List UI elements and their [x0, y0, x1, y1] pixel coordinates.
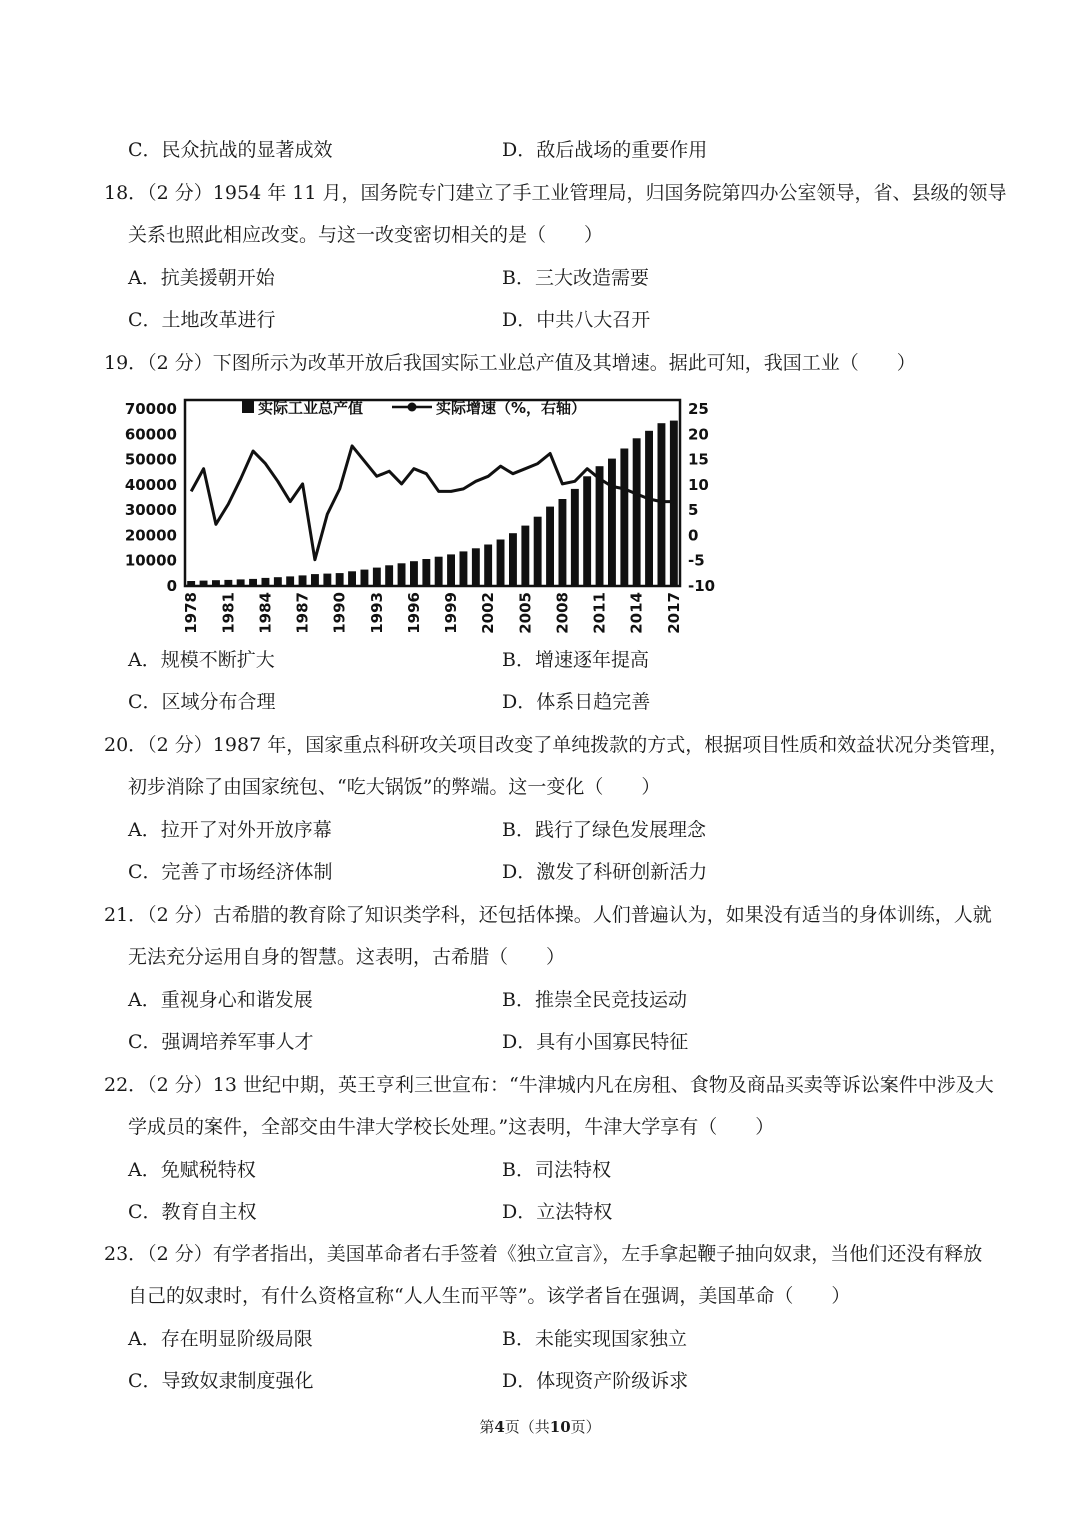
output-bar-1986 — [286, 576, 294, 585]
q19-option-d: D．体系日趋完善 — [502, 691, 651, 713]
q20-option-c: C．完善了市场经济体制 — [128, 861, 333, 883]
q17-option-c: C．民众抗战的显著成效 — [128, 139, 333, 161]
output-bar-1992 — [361, 570, 369, 585]
q20-option-a: A．拉开了对外开放序幕 — [128, 819, 332, 841]
x-tick-label: 1990 — [330, 592, 349, 634]
output-bar-2008 — [559, 499, 567, 585]
output-bar-1987 — [299, 575, 307, 585]
footer-suffix: 页） — [570, 1418, 601, 1436]
q23-option-b: B．未能实现国家独立 — [502, 1328, 687, 1350]
q22-stem-line1: 22．（2 分）13 世纪中期，英王亨利三世宣布：“牛津城内凡在房租、食物及商品买卖等诉讼案件中涉及大 — [104, 1074, 994, 1096]
q21-stem-line1: 21．（2 分）古希腊的教育除了知识类学科，还包括体操。人们普遍认为，如果没有适当的身体训练，人就 — [104, 904, 992, 926]
q22-option-a: A．免赋税特权 — [128, 1159, 256, 1181]
output-bar-2011 — [596, 466, 604, 585]
q22-stem-line2: 学成员的案件，全部交由牛津大学校长处理。”这表明，牛津大学享有（ ） — [128, 1116, 775, 1138]
x-tick-label: 2005 — [516, 592, 535, 634]
output-bar-1984 — [262, 578, 270, 585]
q22-option-c: C．教育自主权 — [128, 1201, 257, 1223]
output-bar-2015 — [645, 431, 653, 585]
y-right-tick-label: -5 — [688, 551, 705, 570]
y-left-tick-label: 10000 — [124, 551, 177, 570]
output-bar-1989 — [323, 574, 331, 585]
chart-legend — [242, 399, 586, 418]
output-bar-2006 — [534, 517, 542, 585]
q23-option-c: C．导致奴隶制度强化 — [128, 1370, 314, 1392]
output-bar-1983 — [249, 579, 257, 585]
industry-output-chart — [120, 388, 720, 640]
output-bar-2009 — [571, 489, 579, 585]
y-right-tick-label: 10 — [688, 475, 709, 494]
output-bar-1990 — [336, 573, 344, 585]
output-bar-2001 — [472, 548, 480, 585]
q22-option-d: D．立法特权 — [502, 1201, 613, 1223]
output-bar-2007 — [546, 507, 554, 585]
output-bar-1996 — [410, 561, 418, 585]
output-bar-2012 — [608, 459, 616, 585]
footer-prefix: 第 — [479, 1418, 495, 1436]
q21-option-b: B．推崇全民竞技运动 — [502, 989, 687, 1011]
q18-stem-line1: 18．（2 分）1954 年 11 月，国务院专门建立了手工业管理局，归国务院第四办公室领导，省、县级的领导 — [104, 182, 1007, 204]
footer-total-pages: 10 — [549, 1418, 571, 1436]
y-right-tick-label: 15 — [688, 450, 709, 469]
q19-option-c: C．区域分布合理 — [128, 691, 276, 713]
y-left-tick-label: 70000 — [124, 400, 177, 418]
q21-option-c: C．强调培养军事人才 — [128, 1031, 314, 1053]
output-bar-1979 — [200, 581, 208, 585]
plot-frame — [185, 400, 680, 586]
output-bar-2003 — [497, 540, 505, 586]
q18-option-a: A．抗美援朝开始 — [128, 267, 275, 289]
footer-mid: 页（共 — [504, 1418, 550, 1436]
output-bar-2013 — [620, 449, 628, 586]
y-left-tick-label: 30000 — [124, 501, 177, 520]
q18-option-c: C．土地改革进行 — [128, 309, 276, 331]
q21-stem-line2: 无法充分运用自身的智慧。这表明，古希腊（ ） — [128, 946, 566, 968]
y-left-tick-label: 40000 — [124, 475, 177, 494]
x-tick-label: 1981 — [219, 592, 238, 634]
output-bar-1985 — [274, 577, 282, 585]
q20-stem-line1: 20．（2 分）1987 年，国家重点科研攻关项目改变了单纯拨款的方式，根据项目性质和效益状况分类管理， — [104, 734, 1009, 756]
output-bar-2014 — [633, 438, 641, 585]
output-bar-2016 — [658, 423, 666, 585]
output-bar-1981 — [224, 580, 232, 585]
y-left-tick-label: 60000 — [124, 425, 177, 444]
x-tick-label: 1978 — [182, 592, 201, 634]
x-tick-label: 2014 — [627, 592, 646, 634]
legend-bar-swatch — [242, 401, 254, 413]
x-tick-label: 1996 — [404, 592, 423, 634]
output-bar-1993 — [373, 568, 381, 585]
output-bar-2005 — [521, 526, 529, 585]
q19-option-b: B．增速逐年提高 — [502, 649, 649, 671]
y-right-tick-label: 5 — [688, 501, 699, 520]
output-bar-1997 — [422, 559, 430, 585]
q19-stem-line1: 19．（2 分）下图所示为改革开放后我国实际工业总产值及其增速。据此可知，我国工业（ ） — [104, 352, 916, 374]
output-bar-1988 — [311, 574, 319, 585]
x-tick-label: 2002 — [479, 592, 498, 634]
q22-option-b: B．司法特权 — [502, 1159, 611, 1181]
output-bar-2004 — [509, 533, 517, 585]
q23-option-d: D．体现资产阶级诉求 — [502, 1370, 689, 1392]
output-bar-1982 — [237, 579, 245, 585]
footer-page-number: 4 — [494, 1418, 505, 1436]
q23-stem-line1: 23．（2 分）有学者指出，美国革命者右手签着《独立宣言》，左手拿起鞭子抽向奴隶，当他们还没有释放 — [104, 1243, 983, 1265]
q18-option-b: B．三大改造需要 — [502, 267, 649, 289]
q23-stem-line2: 自己的奴隶时，有什么资格宣称“人人生而平等”。该学者旨在强调，美国革命（ ） — [128, 1285, 851, 1307]
output-bar-2010 — [583, 476, 591, 585]
output-bar-1999 — [447, 554, 455, 585]
y-left-tick-label: 50000 — [124, 450, 177, 469]
output-bar-1994 — [385, 565, 393, 585]
output-bar-1978 — [187, 581, 195, 585]
y-right-tick-label: 20 — [688, 425, 709, 444]
output-bar-1998 — [435, 557, 443, 585]
x-tick-label: 2011 — [590, 592, 609, 634]
output-bar-1995 — [398, 563, 406, 585]
legend-line-label: 实际增速（%，右轴） — [436, 399, 587, 417]
q21-option-a: A．重视身心和谐发展 — [128, 989, 313, 1011]
y-left-tick-label: 0 — [166, 577, 177, 595]
output-bar-2000 — [460, 551, 468, 585]
y-left-tick-label: 20000 — [124, 526, 177, 545]
x-tick-label: 2008 — [553, 592, 572, 634]
x-tick-label: 1984 — [256, 592, 275, 634]
x-tick-label: 1999 — [442, 592, 461, 634]
x-tick-label: 2017 — [664, 592, 683, 634]
q23-option-a: A．存在明显阶级局限 — [128, 1328, 313, 1350]
page-footer — [0, 1416, 1080, 1437]
q20-stem-line2: 初步消除了由国家统包、“吃大锅饭”的弊端。这一变化（ ） — [128, 776, 661, 798]
q21-option-d: D．具有小国寡民特征 — [502, 1031, 689, 1053]
legend-bar-label: 实际工业总产值 — [258, 399, 364, 417]
q20-option-d: D．激发了科研创新活力 — [502, 861, 708, 883]
output-bar-2002 — [484, 545, 492, 586]
y-right-tick-label: 0 — [688, 526, 699, 545]
q20-option-b: B．践行了绿色发展理念 — [502, 819, 706, 841]
output-bar-1991 — [348, 571, 356, 585]
legend-line-dot — [408, 403, 417, 412]
y-right-tick-label: 25 — [688, 400, 709, 418]
q17-option-d: D．敌后战场的重要作用 — [502, 139, 708, 161]
y-right-tick-label: -10 — [688, 577, 716, 595]
q18-option-d: D．中共八大召开 — [502, 309, 651, 331]
x-tick-label: 1993 — [367, 592, 386, 634]
x-tick-label: 1987 — [293, 592, 312, 634]
q19-option-a: A．规模不断扩大 — [128, 649, 275, 671]
output-bar-1980 — [212, 580, 220, 585]
q18-stem-line2: 关系也照此相应改变。与这一改变密切相关的是（ ） — [128, 224, 604, 246]
